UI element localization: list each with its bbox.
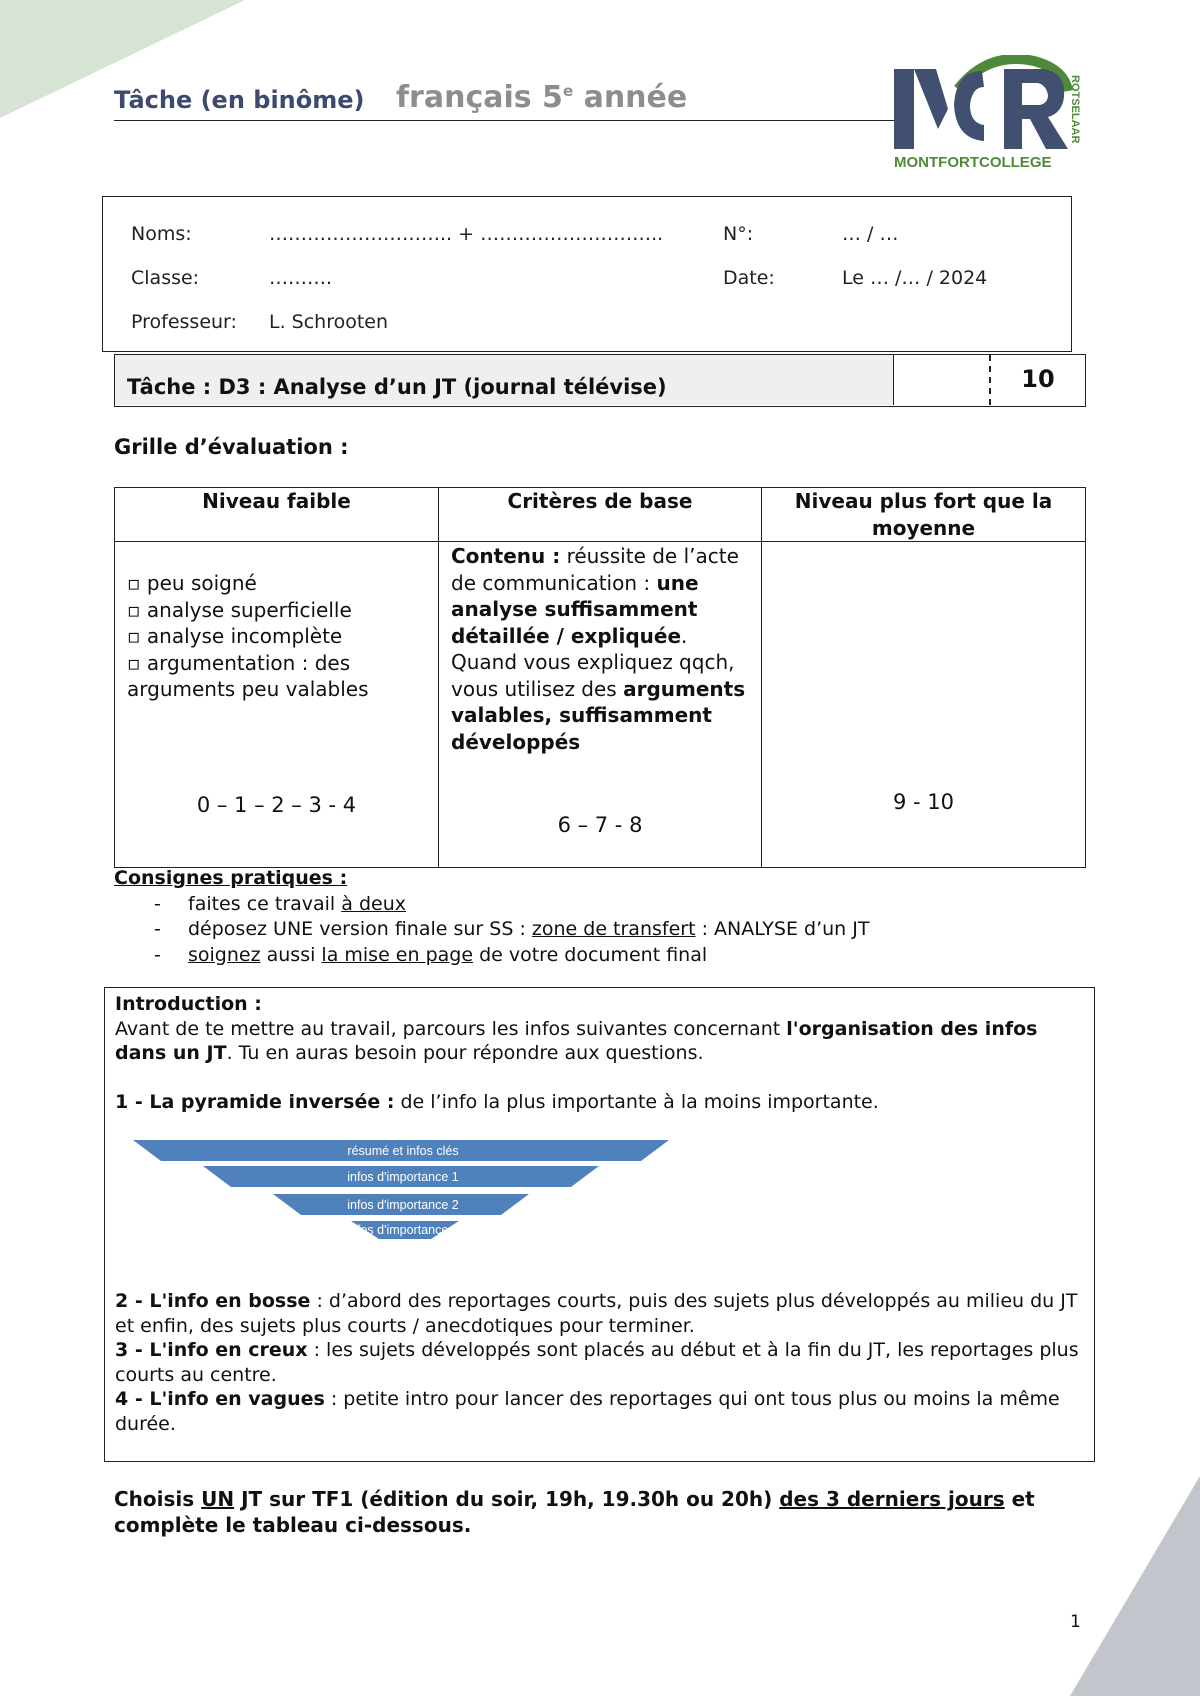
instruction-item: - déposez UNE version finale sur SS : zone de transfert : ANALYSE d’un JT <box>154 917 1114 943</box>
intro-title: Introduction : <box>115 993 262 1015</box>
score-blank <box>894 355 991 405</box>
low-level-score: 0 – 1 – 2 – 3 - 4 <box>196 793 357 817</box>
grid-body-row <box>115 542 1086 868</box>
pyramid-label: infos d'importance 1 <box>347 1170 459 1184</box>
instruction-item: - soignez aussi la mise en page de votre document final <box>154 943 1114 969</box>
criterion-item: ▫ analyse incomplète <box>127 624 343 648</box>
pyramid-label: résumé et infos clés <box>347 1144 459 1158</box>
pyramid-label: infos d'importance 2 <box>347 1198 459 1212</box>
pyramid-label: infos d'importance 3 <box>347 1223 459 1237</box>
instructions-title: Consignes pratiques : <box>114 867 348 889</box>
montfortcollege-logo <box>892 55 1088 173</box>
header-base-criteria: Critères de base <box>439 488 762 542</box>
base-criteria-text: Contenu : réussite de l’acte de communication : une analyse suffisamment détaillée / expliquée. Quand vous expliquez qqch, vous utilisez des arguments valables, suffisamment développés <box>451 544 746 754</box>
number-label: N°: <box>723 223 754 245</box>
inverted-pyramid-diagram <box>133 1139 673 1241</box>
base-criteria-score: 6 – 7 - 8 <box>557 813 643 837</box>
number-field: … / … <box>842 223 899 245</box>
info-vagues-paragraph: 4 - L'info en vagues : petite intro pour lancer des reportages qui ont tous plus ou moins la même durée. <box>115 1388 1060 1435</box>
pyramid-heading: 1 - La pyramide inversée : de l’info la plus importante à la moins importante. <box>115 1090 879 1113</box>
criterion-item: ▫ argumentation : des arguments peu valables <box>127 650 369 701</box>
grid-header-row <box>115 488 1086 542</box>
header-divider <box>114 120 894 121</box>
header-low-level: Niveau faible <box>115 488 439 542</box>
info-creux-paragraph: 3 - L'info en creux : les sujets développés sont placés au début et à la fin du JT, les reportages plus courts au centre. <box>115 1339 1079 1386</box>
high-level-cell <box>762 542 1086 868</box>
criterion-item: ▫ analyse superficielle <box>127 597 352 622</box>
task-type-label: Tâche (en binôme) <box>114 86 365 114</box>
header-high-level: Niveau plus fort que la moyenne <box>762 488 1086 542</box>
intro-text: Avant de te mettre au travail, parcours les infos suivantes concernant l'organisation des infos dans un JT. Tu en auras besoin pour répondre aux questions. <box>115 1017 1038 1064</box>
task-bar <box>114 354 1086 407</box>
introduction-box <box>104 987 1095 1462</box>
date-field: Le … /… / 2024 <box>842 267 988 289</box>
criterion-item: ▫ peu soigné <box>127 571 257 595</box>
page-number: 1 <box>1070 1612 1081 1632</box>
class-label: Classe: <box>131 267 200 289</box>
student-identification-box <box>102 196 1072 352</box>
final-instruction: Choisis UN JT sur TF1 (édition du soir, 19h, 19.30h ou 20h) des 3 derniers jours et complète le tableau ci-dessous. <box>114 1487 1035 1537</box>
evaluation-grid <box>114 487 1086 868</box>
practical-instructions <box>114 866 1114 968</box>
instruction-item: - faites ce travail à deux <box>154 892 1114 918</box>
high-level-score: 9 - 10 <box>892 790 954 814</box>
subject-heading: français 5e année <box>396 80 688 115</box>
info-bosse-paragraph: 2 - L'info en bosse : d’abord des reportages courts, puis des sujets plus développés au milieu du JT et enfin, des sujets plus courts / anecdotiques pour terminer. <box>115 1290 1078 1337</box>
svg-text:MONTFORTCOLLEGE: MONTFORTCOLLEGE <box>894 154 1052 171</box>
teacher-name: L. Schrooten <box>269 311 389 333</box>
total-score: 10 <box>1021 365 1055 393</box>
evaluation-grid-title: Grille d’évaluation : <box>114 435 349 459</box>
teacher-label: Professeur: <box>131 311 237 333</box>
low-level-cell <box>115 542 439 868</box>
class-field: ………. <box>269 267 333 289</box>
names-label: Noms: <box>131 223 192 245</box>
svg-text:ROTSELAAR: ROTSELAAR <box>1069 75 1081 144</box>
task-title: Tâche : D3 : Analyse d’un JT (journal télévise) <box>115 355 894 405</box>
names-field: ……………………….. + ……………………….. <box>269 223 664 245</box>
base-criteria-cell <box>439 542 762 868</box>
date-label: Date: <box>723 267 775 289</box>
